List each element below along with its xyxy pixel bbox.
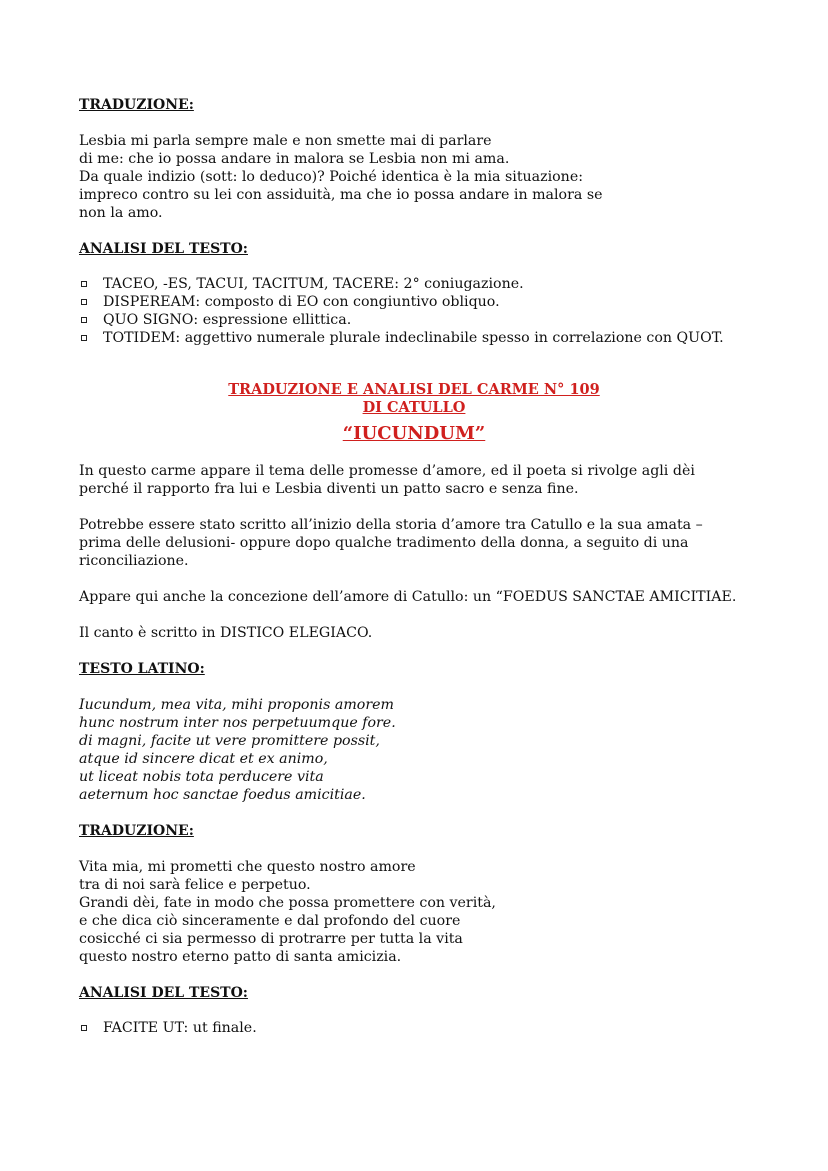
heading-testo-latino: TESTO LATINO: (79, 661, 205, 677)
checkbox-bullet-icon (81, 335, 87, 341)
checkbox-bullet-icon (81, 281, 87, 287)
list-item (79, 1019, 749, 1037)
latin-line: hunc nostrum inter nos perpetuumque fore. (79, 715, 396, 731)
text-line: Lesbia mi parla sempre male e non smette mai di parlare (79, 133, 492, 149)
heading-traduzione-1: TRADUZIONE: (79, 97, 194, 113)
list-item-text: TOTIDEM: aggettivo numerale plurale indeclinabile spesso in correlazione con QUOT. (103, 330, 724, 346)
list-item-text: FACITE UT: ut finale. (103, 1020, 257, 1036)
list-item-text: DISPEREAM: composto di EO con congiuntivo obliquo. (103, 294, 500, 310)
text-line: Da quale indizio (sott: lo deduco)? Poiché identica è la mia situazione: (79, 169, 583, 185)
list-item (79, 329, 749, 347)
heading-analisi-2: ANALISI DEL TESTO: (79, 985, 248, 1001)
context-paragraph (79, 516, 749, 570)
text-line: Potrebbe essere stato scritto all’inizio della storia d’amore tra Catullo e la sua amata – (79, 517, 703, 533)
analisi-1-list (79, 275, 749, 347)
latin-line: di magni, facite ut vere promittere possit, (79, 733, 380, 749)
intro-paragraph (79, 462, 749, 498)
latin-line: ut liceat nobis tota perducere vita (79, 769, 324, 785)
checkbox-bullet-icon (81, 317, 87, 323)
heading-traduzione-2: TRADUZIONE: (79, 823, 194, 839)
text-line: e che dica ciò sinceramente e dal profondo del cuore (79, 913, 461, 929)
heading-analisi-1: ANALISI DEL TESTO: (79, 241, 248, 257)
text-line: riconciliazione. (79, 553, 189, 569)
traduzione-1-paragraph (79, 132, 749, 222)
concezione-paragraph: Appare qui anche la concezione dell’amore di Catullo: un “FOEDUS SANCTAE AMICITIAE. (79, 589, 737, 605)
list-item (79, 275, 749, 293)
checkbox-bullet-icon (81, 299, 87, 305)
text-line: di me: che io possa andare in malora se Lesbia non mi ama. (79, 151, 510, 167)
latin-line: atque id sincere dicat et ex animo, (79, 751, 328, 767)
carme-title-line1: TRADUZIONE E ANALISI DEL CARME N° 109 (228, 381, 600, 398)
carme-title-line2: DI CATULLO (362, 399, 466, 416)
text-line: impreco contro su lei con assiduità, ma che io possa andare in malora se (79, 187, 603, 203)
carme-subtitle: “IUCUNDUM” (342, 423, 486, 444)
analisi-2-list (79, 1019, 749, 1037)
latin-text (79, 696, 749, 804)
text-line: questo nostro eterno patto di santa amicizia. (79, 949, 402, 965)
traduzione-2-paragraph (79, 858, 749, 966)
text-line: Vita mia, mi prometti che questo nostro amore (79, 859, 416, 875)
text-line: Grandi dèi, fate in modo che possa promettere con verità, (79, 895, 496, 911)
document-page (79, 96, 749, 1037)
list-item (79, 293, 749, 311)
text-line: perché il rapporto fra lui e Lesbia diventi un patto sacro e senza fine. (79, 481, 579, 497)
list-item-text: QUO SIGNO: espressione ellittica. (103, 312, 352, 328)
latin-line: aeternum hoc sanctae foedus amicitiae. (79, 787, 366, 803)
list-item-text: TACEO, -ES, TACUI, TACITUM, TACERE: 2° coniugazione. (103, 276, 524, 292)
text-line: tra di noi sarà felice e perpetuo. (79, 877, 311, 893)
latin-line: Iucundum, mea vita, mihi proponis amorem (79, 697, 394, 713)
list-item (79, 311, 749, 329)
text-line: In questo carme appare il tema delle promesse d’amore, ed il poeta si rivolge agli dèi (79, 463, 695, 479)
text-line: non la amo. (79, 205, 163, 221)
metrica-paragraph: Il canto è scritto in DISTICO ELEGIACO. (79, 625, 373, 641)
text-line: cosicché ci sia permesso di protrarre per tutta la vita (79, 931, 463, 947)
checkbox-bullet-icon (81, 1025, 87, 1031)
text-line: prima delle delusioni- oppure dopo qualche tradimento della donna, a seguito di una (79, 535, 689, 551)
